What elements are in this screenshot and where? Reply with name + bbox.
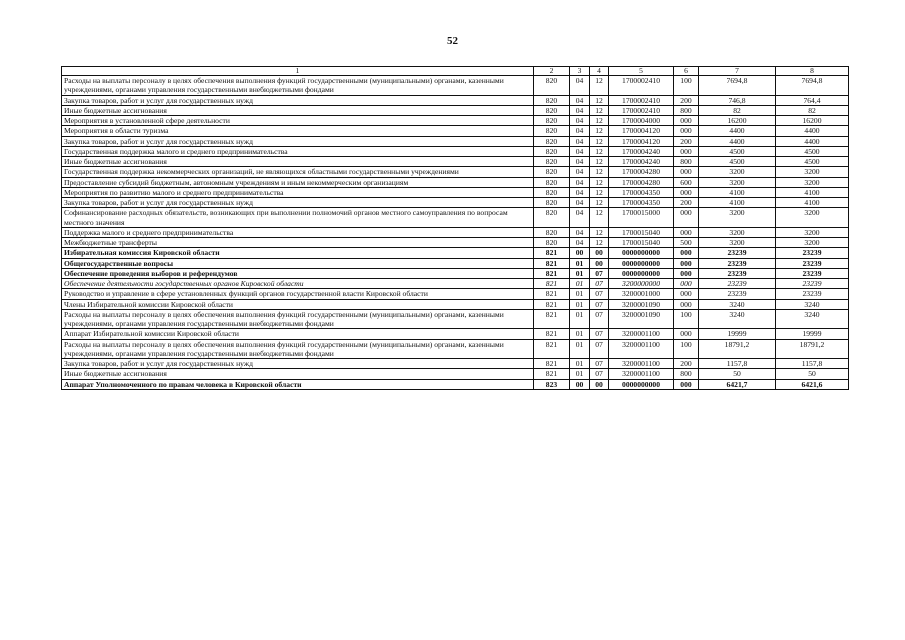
table-body xyxy=(62,76,849,390)
amount-year1-cell: 7694,8 xyxy=(699,76,776,96)
amount-year2-cell: 764,4 xyxy=(776,95,849,105)
table-row xyxy=(62,339,849,359)
subsection-code-cell: 12 xyxy=(590,167,609,177)
table-row xyxy=(62,279,849,289)
target-item-code-cell: 1700004280 xyxy=(609,177,674,187)
target-item-code-cell: 1700004240 xyxy=(609,146,674,156)
expense-type-code-cell: 000 xyxy=(674,268,699,278)
expense-type-code-cell: 100 xyxy=(674,76,699,96)
amount-year2-cell: 4400 xyxy=(776,136,849,146)
expense-type-code-cell: 000 xyxy=(674,227,699,237)
table-row xyxy=(62,136,849,146)
column-number: 5 xyxy=(609,67,674,76)
table-row xyxy=(62,369,849,379)
department-code-cell: 820 xyxy=(534,238,570,248)
target-item-code-cell: 3200001100 xyxy=(609,359,674,369)
item-name-cell: Иные бюджетные ассигнования xyxy=(62,369,534,379)
table-row xyxy=(62,309,849,329)
table-row xyxy=(62,187,849,197)
expense-type-code-cell: 800 xyxy=(674,369,699,379)
column-number: 1 xyxy=(62,67,534,76)
subsection-code-cell: 12 xyxy=(590,157,609,167)
section-code-cell: 01 xyxy=(570,339,590,359)
department-code-cell: 820 xyxy=(534,167,570,177)
amount-year1-cell: 3200 xyxy=(699,227,776,237)
column-number: 8 xyxy=(776,67,849,76)
amount-year2-cell: 4400 xyxy=(776,126,849,136)
department-code-cell: 821 xyxy=(534,268,570,278)
department-code-cell: 820 xyxy=(534,198,570,208)
subsection-code-cell: 12 xyxy=(590,105,609,115)
column-number: 6 xyxy=(674,67,699,76)
department-code-cell: 820 xyxy=(534,146,570,156)
subsection-code-cell: 07 xyxy=(590,369,609,379)
page-number: 52 xyxy=(447,35,458,47)
item-name-cell: Расходы на выплаты персоналу в целях обеспечения выполнения функций государственными (муниципальными) органами, казенными учреждениями, органами управления государственными внебюджетными фондами xyxy=(62,339,534,359)
item-name-cell: Общегосударственные вопросы xyxy=(62,258,534,268)
column-number: 3 xyxy=(570,67,590,76)
expense-type-code-cell: 000 xyxy=(674,329,699,339)
expense-type-code-cell: 000 xyxy=(674,116,699,126)
department-code-cell: 821 xyxy=(534,248,570,258)
item-name-cell: Закупка товаров, работ и услуг для государственных нужд xyxy=(62,198,534,208)
amount-year1-cell: 23239 xyxy=(699,279,776,289)
item-name-cell: Государственная поддержка некоммерческих организаций, не являющихся областными государственными учреждениями xyxy=(62,167,534,177)
amount-year2-cell: 23239 xyxy=(776,258,849,268)
amount-year1-cell: 16200 xyxy=(699,116,776,126)
amount-year2-cell: 19999 xyxy=(776,329,849,339)
subsection-code-cell: 12 xyxy=(590,136,609,146)
item-name-cell: Члены Избирательной комиссии Кировской области xyxy=(62,299,534,309)
target-item-code-cell: 1700004350 xyxy=(609,198,674,208)
amount-year2-cell: 4100 xyxy=(776,187,849,197)
amount-year2-cell: 4500 xyxy=(776,146,849,156)
subsection-code-cell: 07 xyxy=(590,329,609,339)
amount-year2-cell: 23239 xyxy=(776,268,849,278)
subsection-code-cell: 12 xyxy=(590,227,609,237)
department-code-cell: 823 xyxy=(534,379,570,389)
target-item-code-cell: 3200001100 xyxy=(609,339,674,359)
amount-year1-cell: 3240 xyxy=(699,309,776,329)
section-code-cell: 01 xyxy=(570,289,590,299)
item-name-cell: Мероприятия в области туризма xyxy=(62,126,534,136)
item-name-cell: Мероприятия в установленной сфере деятельности xyxy=(62,116,534,126)
subsection-code-cell: 12 xyxy=(590,187,609,197)
item-name-cell: Аппарат Избирательной комиссии Кировской области xyxy=(62,329,534,339)
column-number: 4 xyxy=(590,67,609,76)
amount-year1-cell: 4400 xyxy=(699,126,776,136)
expense-type-code-cell: 500 xyxy=(674,238,699,248)
department-code-cell: 821 xyxy=(534,258,570,268)
section-code-cell: 01 xyxy=(570,369,590,379)
section-code-cell: 04 xyxy=(570,238,590,248)
table-row xyxy=(62,299,849,309)
amount-year2-cell: 3200 xyxy=(776,238,849,248)
item-name-cell: Государственная поддержка малого и среднего предпринимательства xyxy=(62,146,534,156)
item-name-cell: Руководство и управление в сфере установленных функций органов государственной власти Кировской области xyxy=(62,289,534,299)
amount-year2-cell: 4100 xyxy=(776,198,849,208)
section-code-cell: 01 xyxy=(570,359,590,369)
department-code-cell: 820 xyxy=(534,126,570,136)
subsection-code-cell: 12 xyxy=(590,146,609,156)
amount-year1-cell: 746,8 xyxy=(699,95,776,105)
amount-year2-cell: 3200 xyxy=(776,177,849,187)
amount-year1-cell: 23239 xyxy=(699,258,776,268)
department-code-cell: 820 xyxy=(534,116,570,126)
expense-type-code-cell: 200 xyxy=(674,136,699,146)
expense-type-code-cell: 000 xyxy=(674,289,699,299)
section-code-cell: 04 xyxy=(570,187,590,197)
subsection-code-cell: 00 xyxy=(590,258,609,268)
section-code-cell: 01 xyxy=(570,279,590,289)
department-code-cell: 820 xyxy=(534,136,570,146)
amount-year2-cell: 3200 xyxy=(776,227,849,237)
subsection-code-cell: 07 xyxy=(590,268,609,278)
target-item-code-cell: 3200000000 xyxy=(609,279,674,289)
department-code-cell: 821 xyxy=(534,299,570,309)
item-name-cell: Межбюджетные трансферты xyxy=(62,238,534,248)
column-number-row xyxy=(62,67,849,76)
expense-type-code-cell: 100 xyxy=(674,339,699,359)
subsection-code-cell: 12 xyxy=(590,177,609,187)
amount-year1-cell: 82 xyxy=(699,105,776,115)
budget-table xyxy=(61,66,849,390)
section-code-cell: 04 xyxy=(570,95,590,105)
table-row xyxy=(62,198,849,208)
department-code-cell: 821 xyxy=(534,339,570,359)
amount-year1-cell: 4500 xyxy=(699,146,776,156)
table-row xyxy=(62,248,849,258)
table-row xyxy=(62,126,849,136)
item-name-cell: Избирательная комиссия Кировской области xyxy=(62,248,534,258)
section-code-cell: 04 xyxy=(570,227,590,237)
subsection-code-cell: 00 xyxy=(590,248,609,258)
subsection-code-cell: 12 xyxy=(590,198,609,208)
amount-year2-cell: 6421,6 xyxy=(776,379,849,389)
amount-year2-cell: 18791,2 xyxy=(776,339,849,359)
target-item-code-cell: 1700004120 xyxy=(609,136,674,146)
amount-year1-cell: 3200 xyxy=(699,177,776,187)
department-code-cell: 821 xyxy=(534,289,570,299)
section-code-cell: 01 xyxy=(570,268,590,278)
department-code-cell: 821 xyxy=(534,309,570,329)
amount-year1-cell: 4100 xyxy=(699,198,776,208)
table-row xyxy=(62,177,849,187)
item-name-cell: Обеспечение деятельности государственных органов Кировской области xyxy=(62,279,534,289)
subsection-code-cell: 12 xyxy=(590,208,609,228)
item-name-cell: Расходы на выплаты персоналу в целях обеспечения выполнения функций государственными (муниципальными) органами, казенными учреждениями, органами управления государственными внебюджетными фондами xyxy=(62,309,534,329)
target-item-code-cell: 1700004350 xyxy=(609,187,674,197)
target-item-code-cell: 3200001100 xyxy=(609,329,674,339)
department-code-cell: 820 xyxy=(534,95,570,105)
amount-year2-cell: 23239 xyxy=(776,248,849,258)
subsection-code-cell: 07 xyxy=(590,339,609,359)
department-code-cell: 820 xyxy=(534,227,570,237)
subsection-code-cell: 12 xyxy=(590,126,609,136)
expense-type-code-cell: 000 xyxy=(674,167,699,177)
section-code-cell: 01 xyxy=(570,299,590,309)
expense-type-code-cell: 000 xyxy=(674,279,699,289)
item-name-cell: Аппарат Уполномоченного по правам человека в Кировской области xyxy=(62,379,534,389)
amount-year2-cell: 23239 xyxy=(776,289,849,299)
item-name-cell: Мероприятия по развитию малого и среднего предпринимательства xyxy=(62,187,534,197)
amount-year1-cell: 23239 xyxy=(699,268,776,278)
table-row xyxy=(62,105,849,115)
section-code-cell: 01 xyxy=(570,309,590,329)
table-row xyxy=(62,268,849,278)
amount-year1-cell: 23239 xyxy=(699,289,776,299)
table-row xyxy=(62,116,849,126)
expense-type-code-cell: 800 xyxy=(674,105,699,115)
amount-year2-cell: 3200 xyxy=(776,208,849,228)
target-item-code-cell: 1700004000 xyxy=(609,116,674,126)
department-code-cell: 820 xyxy=(534,157,570,167)
table-row xyxy=(62,95,849,105)
expense-type-code-cell: 000 xyxy=(674,208,699,228)
amount-year1-cell: 3240 xyxy=(699,299,776,309)
expense-type-code-cell: 000 xyxy=(674,187,699,197)
section-code-cell: 04 xyxy=(570,167,590,177)
amount-year1-cell: 19999 xyxy=(699,329,776,339)
expense-type-code-cell: 800 xyxy=(674,157,699,167)
item-name-cell: Иные бюджетные ассигнования xyxy=(62,157,534,167)
amount-year2-cell: 7694,8 xyxy=(776,76,849,96)
target-item-code-cell: 0000000000 xyxy=(609,379,674,389)
section-code-cell: 01 xyxy=(570,258,590,268)
expense-type-code-cell: 200 xyxy=(674,95,699,105)
subsection-code-cell: 12 xyxy=(590,95,609,105)
amount-year2-cell: 82 xyxy=(776,105,849,115)
target-item-code-cell: 1700004280 xyxy=(609,167,674,177)
section-code-cell: 04 xyxy=(570,116,590,126)
target-item-code-cell: 0000000000 xyxy=(609,258,674,268)
target-item-code-cell: 1700015040 xyxy=(609,227,674,237)
amount-year1-cell: 3200 xyxy=(699,238,776,248)
department-code-cell: 821 xyxy=(534,279,570,289)
table-row xyxy=(62,289,849,299)
item-name-cell: Обеспечение проведения выборов и референдумов xyxy=(62,268,534,278)
table-row xyxy=(62,258,849,268)
amount-year1-cell: 3200 xyxy=(699,167,776,177)
section-code-cell: 04 xyxy=(570,105,590,115)
expense-type-code-cell: 200 xyxy=(674,359,699,369)
amount-year1-cell: 23239 xyxy=(699,248,776,258)
amount-year2-cell: 1157,8 xyxy=(776,359,849,369)
column-number: 7 xyxy=(699,67,776,76)
subsection-code-cell: 00 xyxy=(590,379,609,389)
expense-type-code-cell: 000 xyxy=(674,299,699,309)
subsection-code-cell: 07 xyxy=(590,359,609,369)
amount-year2-cell: 23239 xyxy=(776,279,849,289)
amount-year2-cell: 4500 xyxy=(776,157,849,167)
section-code-cell: 04 xyxy=(570,177,590,187)
amount-year1-cell: 6421,7 xyxy=(699,379,776,389)
section-code-cell: 04 xyxy=(570,198,590,208)
subsection-code-cell: 07 xyxy=(590,289,609,299)
amount-year1-cell: 4500 xyxy=(699,157,776,167)
target-item-code-cell: 1700004120 xyxy=(609,126,674,136)
department-code-cell: 820 xyxy=(534,208,570,228)
target-item-code-cell: 0000000000 xyxy=(609,248,674,258)
subsection-code-cell: 07 xyxy=(590,279,609,289)
table-row xyxy=(62,238,849,248)
item-name-cell: Поддержка малого и среднего предпринимательства xyxy=(62,227,534,237)
expense-type-code-cell: 000 xyxy=(674,258,699,268)
table-row xyxy=(62,76,849,96)
amount-year1-cell: 1157,8 xyxy=(699,359,776,369)
section-code-cell: 00 xyxy=(570,248,590,258)
expense-type-code-cell: 600 xyxy=(674,177,699,187)
subsection-code-cell: 12 xyxy=(590,238,609,248)
item-name-cell: Расходы на выплаты персоналу в целях обеспечения выполнения функций государственными (муниципальными) органами, казенными учреждениями, органами управления государственными внебюджетными фондами xyxy=(62,76,534,96)
amount-year1-cell: 50 xyxy=(699,369,776,379)
section-code-cell: 00 xyxy=(570,379,590,389)
item-name-cell: Предоставление субсидий бюджетным, автономным учреждениям и иным некоммерческим организациям xyxy=(62,177,534,187)
subsection-code-cell: 12 xyxy=(590,116,609,126)
target-item-code-cell: 3200001000 xyxy=(609,289,674,299)
target-item-code-cell: 1700015000 xyxy=(609,208,674,228)
amount-year2-cell: 3200 xyxy=(776,167,849,177)
department-code-cell: 820 xyxy=(534,177,570,187)
target-item-code-cell: 3200001100 xyxy=(609,369,674,379)
expense-type-code-cell: 200 xyxy=(674,198,699,208)
department-code-cell: 821 xyxy=(534,329,570,339)
table-row xyxy=(62,329,849,339)
item-name-cell: Закупка товаров, работ и услуг для государственных нужд xyxy=(62,95,534,105)
target-item-code-cell: 1700004240 xyxy=(609,157,674,167)
amount-year1-cell: 18791,2 xyxy=(699,339,776,359)
section-code-cell: 04 xyxy=(570,146,590,156)
expense-type-code-cell: 000 xyxy=(674,379,699,389)
section-code-cell: 04 xyxy=(570,157,590,167)
expense-type-code-cell: 000 xyxy=(674,248,699,258)
subsection-code-cell: 07 xyxy=(590,299,609,309)
department-code-cell: 820 xyxy=(534,187,570,197)
department-code-cell: 820 xyxy=(534,105,570,115)
section-code-cell: 04 xyxy=(570,126,590,136)
amount-year1-cell: 4400 xyxy=(699,136,776,146)
table-row xyxy=(62,359,849,369)
subsection-code-cell: 12 xyxy=(590,76,609,96)
amount-year2-cell: 16200 xyxy=(776,116,849,126)
target-item-code-cell: 3200001090 xyxy=(609,299,674,309)
item-name-cell: Закупка товаров, работ и услуг для государственных нужд xyxy=(62,136,534,146)
item-name-cell: Софинансирование расходных обязательств, возникающих при выполнении полномочий органов местного самоуправления по вопросам местного значения xyxy=(62,208,534,228)
item-name-cell: Иные бюджетные ассигнования xyxy=(62,105,534,115)
target-item-code-cell: 1700002410 xyxy=(609,95,674,105)
table-row xyxy=(62,227,849,237)
table-row xyxy=(62,146,849,156)
amount-year1-cell: 3200 xyxy=(699,208,776,228)
target-item-code-cell: 1700002410 xyxy=(609,76,674,96)
item-name-cell: Закупка товаров, работ и услуг для государственных нужд xyxy=(62,359,534,369)
table-row xyxy=(62,167,849,177)
department-code-cell: 821 xyxy=(534,369,570,379)
table-row xyxy=(62,379,849,389)
column-number: 2 xyxy=(534,67,570,76)
target-item-code-cell: 1700015040 xyxy=(609,238,674,248)
table-row xyxy=(62,208,849,228)
target-item-code-cell: 1700002410 xyxy=(609,105,674,115)
section-code-cell: 04 xyxy=(570,208,590,228)
target-item-code-cell: 3200001090 xyxy=(609,309,674,329)
section-code-cell: 01 xyxy=(570,329,590,339)
amount-year1-cell: 4100 xyxy=(699,187,776,197)
amount-year2-cell: 3240 xyxy=(776,309,849,329)
target-item-code-cell: 0000000000 xyxy=(609,268,674,278)
expense-type-code-cell: 100 xyxy=(674,309,699,329)
expense-type-code-cell: 000 xyxy=(674,146,699,156)
section-code-cell: 04 xyxy=(570,136,590,146)
expense-type-code-cell: 000 xyxy=(674,126,699,136)
amount-year2-cell: 50 xyxy=(776,369,849,379)
section-code-cell: 04 xyxy=(570,76,590,96)
amount-year2-cell: 3240 xyxy=(776,299,849,309)
table-row xyxy=(62,157,849,167)
department-code-cell: 821 xyxy=(534,359,570,369)
subsection-code-cell: 07 xyxy=(590,309,609,329)
department-code-cell: 820 xyxy=(534,76,570,96)
